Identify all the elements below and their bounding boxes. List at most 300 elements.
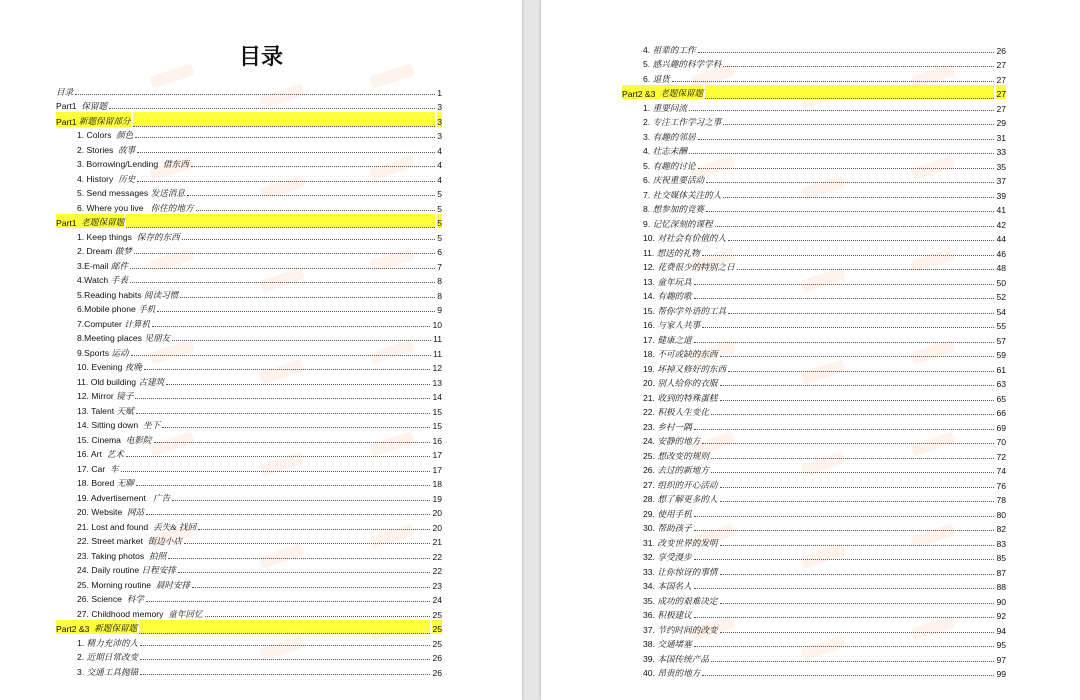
toc-entry-label [56, 86, 73, 98]
toc-dot-leader [136, 485, 431, 486]
toc-page-number: 4 [437, 160, 442, 170]
toc-entry[interactable] [622, 607, 1006, 622]
toc-entry-label [56, 492, 170, 504]
toc-entry[interactable] [622, 302, 1006, 317]
toc-page-number: 59 [996, 350, 1006, 360]
toc-entry[interactable] [56, 98, 442, 113]
toc-entry-label [622, 566, 718, 578]
toc-entry-chinese: 丢失& 找回 [152, 521, 197, 532]
toc-entry[interactable] [622, 520, 1006, 535]
toc-entry-english: 2. Stories [77, 144, 119, 155]
toc-page-number: 61 [996, 364, 1006, 375]
toc-page-number: 5 [437, 214, 442, 229]
toc-dot-leader [694, 342, 995, 343]
toc-entry-label [622, 479, 718, 491]
toc-dot-leader [184, 543, 430, 544]
toc-entry[interactable] [56, 663, 442, 678]
toc-entry-chinese: 改变世界的发明 [657, 537, 718, 548]
toc-page-number: 41 [996, 205, 1006, 215]
toc-entry-label [56, 361, 142, 373]
toc-entry[interactable] [56, 83, 442, 98]
toc-entry[interactable] [622, 215, 1006, 230]
toc-entry[interactable] [622, 85, 1006, 100]
toc-entry-chinese: 感兴趣的科学学科 [652, 59, 722, 69]
toc-page-number: 80 [996, 509, 1006, 520]
toc-entry-english: 39. [643, 653, 658, 664]
toc-entry-label [56, 260, 128, 272]
toc-page-number: 3 [437, 112, 442, 127]
toc-entry[interactable] [622, 549, 1006, 564]
toc-entry-label [56, 173, 135, 185]
toc-dot-leader [694, 617, 995, 618]
toc-entry-english: 40. [643, 668, 658, 678]
toc-entry-chinese: 晨时安排 [155, 579, 191, 590]
toc-entry-chinese: 阅读习惯 [143, 289, 179, 300]
toc-entry-chinese: 保留题 [81, 101, 108, 111]
toc-entry-english: 31. [643, 537, 658, 548]
toc-dot-leader [152, 326, 430, 327]
toc-entry-english: 4. [643, 146, 653, 156]
toc-page-number: 66 [996, 408, 1006, 418]
toc-entry[interactable] [622, 665, 1006, 680]
toc-entry-chinese: 想了解更多的人 [657, 494, 718, 504]
toc-entry-chinese: 健康之道 [657, 334, 692, 345]
toc-entry[interactable] [622, 259, 1006, 274]
toc-entry-english: Part1 [56, 116, 79, 127]
toc-entry-english: 7.Computer [77, 318, 125, 329]
toc-entry-english: 24. [643, 436, 658, 446]
toc-entry-label [56, 347, 129, 359]
toc-page-number: 27 [996, 60, 1006, 70]
toc-entry[interactable] [56, 112, 442, 127]
toc-entry-english: 20. [643, 378, 658, 388]
toc-entry-label [56, 620, 137, 635]
toc-dot-leader [694, 530, 995, 531]
toc-entry[interactable] [56, 402, 442, 417]
toc-entry-chinese: 老题保留题 [660, 88, 704, 98]
toc-entry-label [622, 551, 692, 563]
toc-entry-english: 14. [643, 291, 658, 301]
toc-entry[interactable] [622, 143, 1006, 158]
toc-entry-english: 8. [643, 204, 653, 214]
toc-entry-english: 5. [643, 59, 653, 69]
toc-entry[interactable] [622, 491, 1006, 506]
toc-entry-label [622, 377, 718, 389]
toc-entry-chinese: 庆祝重要活动 [652, 175, 705, 185]
toc-entry-chinese: 享受漫步 [657, 552, 692, 562]
toc-entry[interactable] [56, 591, 442, 606]
toc-entry-english: 5. Send messages [77, 188, 151, 198]
toc-entry-chinese: 坐下 [142, 420, 161, 430]
toc-entry-chinese: 颜色 [116, 130, 134, 140]
toc-page-number: 17 [432, 464, 442, 475]
toc-dot-leader [154, 442, 431, 443]
toc-dot-leader [130, 282, 435, 283]
toc-entry-english: 18. Bored [77, 478, 117, 488]
toc-entry-english: 18. [643, 349, 658, 359]
toc-page-number: 72 [996, 451, 1006, 462]
toc-entry-label [56, 158, 189, 170]
toc-page-number: 14 [432, 392, 442, 402]
toc-entry[interactable] [622, 56, 1006, 71]
toc-entry-label [622, 189, 721, 201]
toc-entry-english: 15. Cinema [77, 434, 126, 445]
toc-page-number: 15 [432, 406, 442, 417]
toc-page-number: 54 [996, 306, 1006, 317]
toc-page-number: 25 [432, 638, 442, 649]
toc-entry-label [56, 376, 164, 388]
toc-entry-label [622, 305, 726, 317]
toc-entry[interactable] [622, 462, 1006, 477]
toc-page-number: 3 [437, 131, 442, 141]
toc-entry[interactable] [56, 344, 442, 359]
toc-entry-label [56, 289, 178, 301]
toc-entry-english: 22. [643, 407, 658, 417]
toc-entry-label [622, 218, 713, 230]
toc-page-number: 74 [996, 466, 1006, 476]
toc-entry[interactable] [622, 346, 1006, 361]
toc-entry-label [56, 608, 203, 620]
toc-entry[interactable] [622, 404, 1006, 419]
toc-dot-leader [723, 124, 994, 125]
toc-entry-english: 6.Mobile phone [77, 304, 139, 314]
toc-entry-chinese: 发送消息 [150, 188, 185, 198]
toc-entry-english: 37. [643, 624, 658, 635]
toc-entry-chinese: 计算机 [124, 318, 151, 329]
toc-entry[interactable] [622, 41, 1006, 56]
toc-entry-label [622, 85, 703, 100]
toc-entry-label [622, 595, 718, 607]
toc-entry[interactable] [622, 389, 1006, 404]
toc-entry-chinese: 重要问流 [652, 102, 687, 113]
toc-entry[interactable] [56, 417, 442, 432]
toc-dot-leader [180, 297, 435, 298]
toc-dot-leader [720, 574, 995, 575]
toc-entry[interactable] [622, 592, 1006, 607]
toc-entry-label [56, 463, 119, 475]
toc-dot-leader [711, 414, 995, 415]
toc-page-number: 23 [432, 580, 442, 591]
toc-page-number: 5 [437, 232, 442, 243]
toc-entry-english: 9.Sports [77, 347, 112, 358]
toc-entry-english: 8.Meeting places [77, 333, 145, 343]
toc-entry-label [622, 580, 692, 592]
toc-entry[interactable] [622, 447, 1006, 462]
toc-entry[interactable] [56, 576, 442, 591]
toc-entry[interactable] [56, 127, 442, 142]
toc-dot-leader [162, 427, 430, 428]
toc-entry[interactable] [56, 185, 442, 200]
toc-entry-label [622, 392, 718, 404]
toc-page-number: 99 [996, 669, 1006, 679]
toc-dot-leader [140, 645, 430, 646]
toc-entry[interactable] [622, 114, 1006, 129]
toc-page-number: 94 [996, 625, 1006, 636]
toc-entry-english: 12. [643, 262, 658, 272]
toc-entry-chinese: 邮件 [110, 260, 129, 271]
toc-entry-label [622, 450, 709, 462]
toc-page-number: 31 [996, 132, 1006, 143]
toc-entry-chinese: 运动 [111, 347, 129, 358]
toc-dot-leader [168, 558, 430, 559]
toc-page-number: 63 [996, 379, 1006, 389]
toc-entry-english: 10. Evening [77, 362, 125, 372]
toc-dot-leader [140, 659, 430, 660]
toc-entry[interactable] [622, 331, 1006, 346]
toc-entry-english: 4. [643, 44, 653, 55]
toc-page-number: 19 [432, 493, 442, 504]
toc-entry[interactable] [56, 141, 442, 156]
toc-dot-leader [172, 500, 430, 501]
toc-dot-leader [711, 661, 995, 662]
toc-dot-leader [146, 514, 430, 515]
toc-page-number: 1 [437, 87, 442, 98]
toc-dot-leader [711, 458, 995, 459]
toc-entry-english: 26. [643, 465, 658, 475]
toc-entry-english: 2. [643, 117, 653, 127]
toc-dot-leader [126, 456, 431, 457]
toc-entry[interactable] [622, 433, 1006, 448]
toc-entry-label [56, 434, 152, 446]
toc-entry-label [56, 564, 176, 576]
toc-entry[interactable] [56, 431, 442, 446]
toc-entry[interactable] [622, 418, 1006, 433]
toc-page-number: 88 [996, 582, 1006, 592]
toc-dot-leader [144, 369, 430, 370]
toc-entry-label [56, 303, 155, 315]
toc-entry-english: 13. [643, 276, 658, 287]
toc-entry[interactable] [56, 533, 442, 548]
toc-dot-leader [720, 356, 995, 357]
toc-entry[interactable] [622, 534, 1006, 549]
toc-entry-label [56, 419, 160, 431]
toc-page-number: 11 [433, 348, 442, 359]
toc-dot-leader [182, 239, 436, 240]
toc-entry[interactable] [56, 156, 442, 171]
toc-entry-english: 21. Lost and found [77, 521, 153, 532]
toc-dot-leader [178, 572, 431, 573]
toc-entry-english: 25. [643, 450, 658, 461]
toc-entry[interactable] [56, 460, 442, 475]
toc-entry-chinese: 近期日常改变 [86, 652, 139, 662]
toc-dot-leader [672, 81, 995, 82]
toc-entry[interactable] [622, 273, 1006, 288]
toc-entry[interactable] [56, 649, 442, 664]
toc-entry[interactable] [622, 375, 1006, 390]
toc-entry-chinese: 日程安排 [141, 565, 176, 575]
toc-dot-leader [723, 197, 994, 198]
toc-entry-english: 12. Mirror [77, 391, 117, 401]
toc-dot-leader [689, 110, 994, 111]
toc-entry[interactable] [622, 128, 1006, 143]
toc-entry-chinese: 手机 [138, 304, 156, 314]
toc-entry-chinese: 艺术 [106, 449, 124, 459]
toc-entry[interactable] [622, 476, 1006, 491]
toc-entry-english: 33. [643, 566, 658, 577]
toc-entry-chinese: 壮志未酬 [652, 146, 687, 156]
toc-dot-leader [702, 255, 995, 256]
toc-entry[interactable] [56, 330, 442, 345]
toc-dot-leader [720, 487, 995, 488]
toc-entry[interactable] [56, 446, 442, 461]
toc-page-number: 8 [437, 290, 442, 301]
toc-dot-leader [187, 195, 435, 196]
toc-entry[interactable] [56, 504, 442, 519]
toc-dot-leader [698, 168, 995, 169]
toc-entry[interactable] [622, 157, 1006, 172]
toc-dot-leader [140, 674, 430, 675]
toc-page-number: 55 [996, 321, 1006, 331]
toc-entry[interactable] [56, 257, 442, 272]
toc-entry[interactable] [622, 650, 1006, 665]
toc-entry[interactable] [56, 620, 442, 635]
toc-entry[interactable] [622, 578, 1006, 593]
toc-entry[interactable] [56, 228, 442, 243]
toc-entry-chinese: 本国名人 [657, 581, 692, 591]
toc-page-number: 27 [996, 85, 1006, 100]
toc-dot-leader [139, 620, 430, 635]
toc-entry-chinese: 车 [109, 463, 119, 474]
toc-entry[interactable] [622, 244, 1006, 259]
toc-entry-label [56, 550, 166, 562]
toc-entry-label [622, 290, 692, 302]
toc-entry-chinese: 专注工作学习之事 [652, 117, 722, 127]
toc-page-number: 46 [996, 248, 1006, 259]
toc-dot-leader [706, 182, 994, 183]
toc-entry-chinese: 借东西 [163, 159, 189, 169]
toc-entry[interactable] [56, 170, 442, 185]
toc-entry[interactable] [56, 562, 442, 577]
toc-entry-chinese: 帮你学外语的工具 [657, 305, 727, 316]
toc-entry-chinese: 花费很少的特别之日 [657, 262, 735, 272]
toc-page-number: 22 [432, 551, 442, 562]
document-page-left [0, 0, 522, 700]
toc-dot-leader [720, 545, 995, 546]
toc-entry-english: 27. Childhood memory [77, 608, 169, 619]
toc-entry-english: 5.Reading habits [77, 289, 144, 300]
toc-entry-english: 15. [643, 305, 658, 316]
toc-entry[interactable] [56, 359, 442, 374]
toc-entry[interactable] [56, 286, 442, 301]
toc-dot-leader [694, 284, 995, 285]
toc-entry[interactable] [622, 621, 1006, 636]
toc-entry-label [622, 493, 718, 505]
toc-page-number: 97 [996, 654, 1006, 665]
toc-entry[interactable] [56, 272, 442, 287]
toc-entry-english: 23. Taking photos [77, 550, 149, 561]
toc-entry-label [56, 129, 133, 141]
toc-entry[interactable] [56, 634, 442, 649]
toc-page-number: 35 [996, 161, 1006, 172]
toc-entry[interactable] [622, 99, 1006, 114]
toc-entry-label [56, 231, 180, 243]
toc-entry[interactable] [622, 172, 1006, 187]
toc-entry-english: Part1 [56, 218, 82, 228]
toc-dot-leader [135, 398, 430, 399]
toc-entry[interactable] [56, 388, 442, 403]
toc-page-number: 13 [432, 377, 442, 388]
toc-page-number: 52 [996, 292, 1006, 302]
toc-entry[interactable] [56, 301, 442, 316]
toc-entry-chinese: 古建筑 [138, 376, 165, 387]
toc-dot-leader [131, 355, 431, 356]
toc-dot-leader [728, 371, 994, 372]
toc-entry[interactable] [56, 547, 442, 562]
toc-entry[interactable] [622, 186, 1006, 201]
toc-page-number: 26 [996, 45, 1006, 56]
toc-entry-chinese: 祖辈的工作 [652, 44, 696, 55]
toc-entry[interactable] [622, 505, 1006, 520]
toc-entry-label [622, 232, 726, 244]
toc-dot-leader [205, 616, 431, 617]
toc-entry[interactable] [56, 315, 442, 330]
toc-entry[interactable] [622, 70, 1006, 85]
toc-entry-english: 28. [643, 494, 658, 504]
toc-entry-chinese: 想送的礼物 [656, 247, 700, 258]
toc-page-number: 27 [996, 103, 1006, 114]
toc-entry[interactable] [622, 230, 1006, 245]
toc-dot-leader [737, 269, 995, 270]
toc-page-number: 87 [996, 567, 1006, 578]
toc-entry-chinese: 与家人共事 [657, 320, 701, 330]
toc-entry-label [622, 203, 704, 215]
toc-entry-english: 3.E-mail [77, 260, 111, 271]
toc-entry-label [56, 535, 182, 547]
toc-entry[interactable] [56, 489, 442, 504]
toc-entry-english: 6. [643, 73, 653, 84]
toc-page-number: 11 [433, 334, 442, 344]
toc-entry[interactable] [56, 243, 442, 258]
toc-entry[interactable] [622, 563, 1006, 578]
toc-entry-label [56, 318, 150, 330]
toc-entry[interactable] [622, 317, 1006, 332]
toc-page-number: 5 [437, 203, 442, 214]
toc-page-number: 83 [996, 538, 1006, 549]
toc-dot-leader [723, 66, 994, 67]
toc-dot-leader [137, 152, 435, 153]
toc-page-number: 85 [996, 553, 1006, 563]
toc-dot-leader [689, 153, 994, 154]
toc-entry[interactable] [56, 475, 442, 490]
toc-entry[interactable] [56, 518, 442, 533]
toc-dot-leader [196, 210, 436, 211]
toc-entry[interactable] [56, 199, 442, 214]
toc-entry-english: 16. Art [77, 449, 107, 459]
toc-page-number: 26 [432, 667, 442, 678]
toc-page-number: 21 [432, 537, 442, 547]
toc-entry-english: 24. Daily routine [77, 565, 142, 575]
toc-entry-label [56, 187, 185, 199]
toc-entry[interactable] [622, 360, 1006, 375]
toc-entry-label [56, 593, 144, 605]
toc-page-number: 42 [996, 219, 1006, 230]
toc-entry[interactable] [56, 605, 442, 620]
toc-dot-leader [130, 268, 435, 269]
toc-entry[interactable] [56, 373, 442, 388]
toc-entry-chinese: 保存的东西 [136, 231, 180, 242]
toc-entry-label [622, 102, 687, 114]
toc-entry-label [622, 73, 670, 85]
toc-dot-leader [137, 181, 435, 182]
toc-entry[interactable] [56, 214, 442, 229]
toc-entry-chinese: 社交媒体关注的人 [652, 189, 722, 200]
toc-entry-english: 6. Where you live [77, 202, 151, 213]
toc-entry-english: 25. Morning routine [77, 579, 156, 590]
toc-entry[interactable] [622, 201, 1006, 216]
toc-entry[interactable] [622, 636, 1006, 651]
toc-entry-chinese: 想参加的竞赛 [652, 204, 705, 214]
toc-entry[interactable] [622, 288, 1006, 303]
